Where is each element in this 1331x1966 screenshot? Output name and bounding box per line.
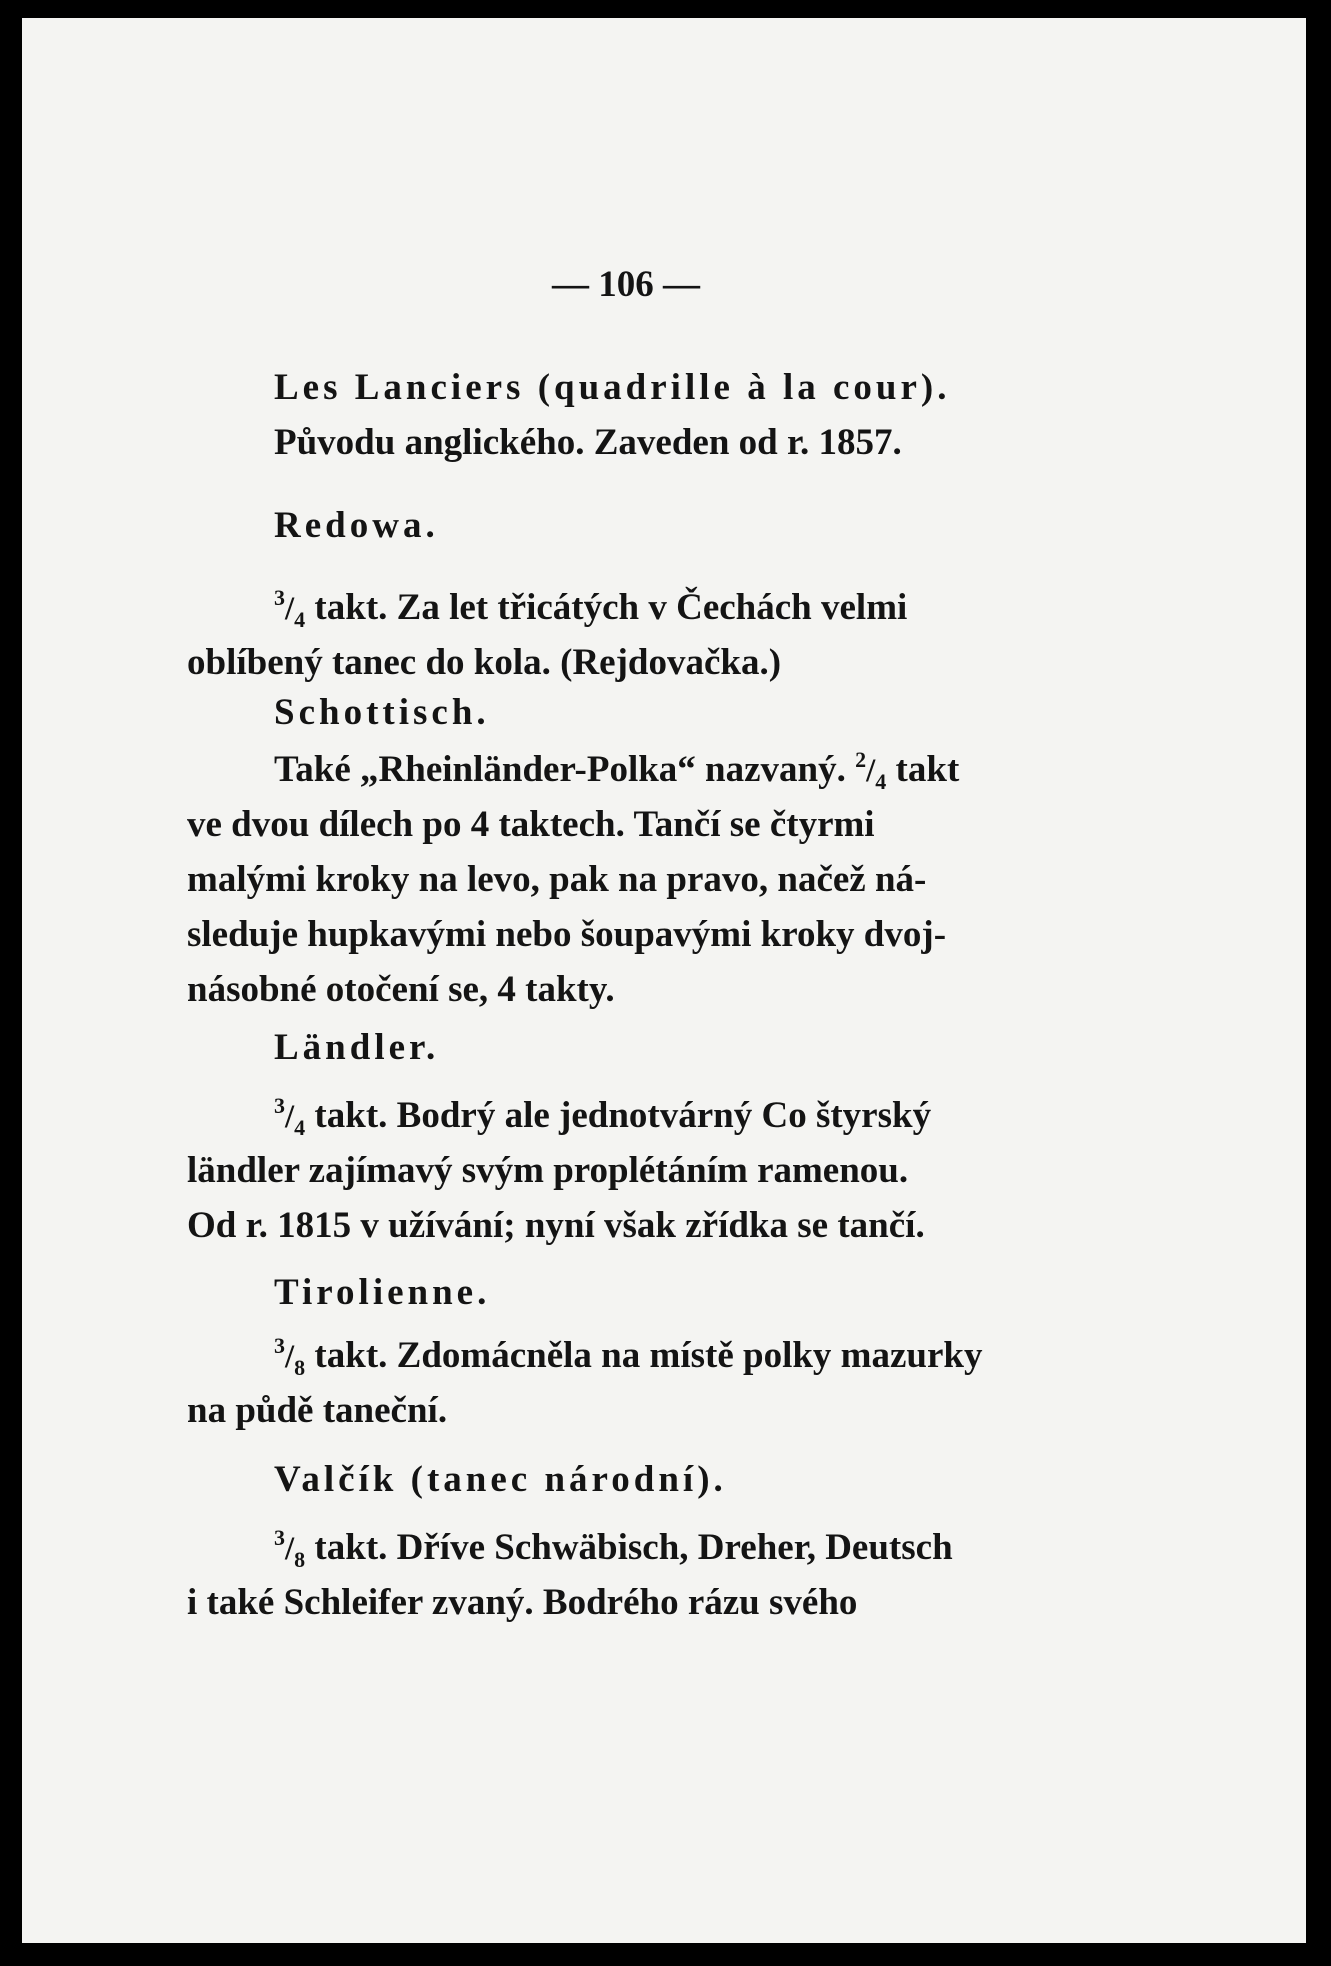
text-line: násobné otočení se, 4 takty. xyxy=(187,969,615,1010)
text-line: $^3/_4$ takt. Bodrý ale jednotvárný Co štyrský xyxy=(274,1093,932,1140)
heading-schottisch: Schottisch. xyxy=(274,692,490,733)
text-line: sleduje hupkavými nebo šoupavými kroky dvoj- xyxy=(187,914,947,955)
text-line: malými kroky na levo, pak na pravo, načež ná- xyxy=(187,859,927,900)
page-number: — 106 — xyxy=(552,264,700,305)
heading-valcik: Valčík (tanec národní). xyxy=(274,1459,727,1500)
heading-landler: Ländler. xyxy=(274,1027,440,1068)
text-line: Také „Rheinländer-Polka“ nazvaný. $^2/_4$ takt xyxy=(274,747,960,794)
text-line: ve dvou dílech po 4 taktech. Tančí se čtyrmi xyxy=(187,804,875,845)
text-line: oblíbený tanec do kola. (Rejdovačka.) xyxy=(187,642,782,683)
text-line: $^3/_4$ takt. Za let třicátých v Čechách velmi xyxy=(274,585,908,632)
text-line: $^3/_8$ takt. Dříve Schwäbisch, Dreher, Deutsch xyxy=(274,1525,953,1572)
fraction: $^3/_4$ xyxy=(274,585,306,632)
text-line: ländler zajímavý svým proplétáním ramenou. xyxy=(187,1150,909,1191)
heading-tirolienne: Tirolienne. xyxy=(274,1272,491,1313)
fraction: $^2/_4$ xyxy=(855,747,887,794)
text-line: Od r. 1815 v užívání; nyní však zřídka se tančí. xyxy=(187,1205,925,1246)
text-line: Původu anglického. Zaveden od r. 1857. xyxy=(274,422,902,463)
fraction: $^3/_8$ xyxy=(274,1525,306,1572)
heading-redowa: Redowa. xyxy=(274,505,439,546)
fraction: $^3/_8$ xyxy=(274,1333,306,1380)
fraction: $^3/_4$ xyxy=(274,1093,306,1140)
text-line: na půdě taneční. xyxy=(187,1390,448,1431)
book-page xyxy=(22,18,1306,1943)
text-line: i také Schleifer zvaný. Bodrého rázu svého xyxy=(187,1582,858,1623)
heading-les-lanciers: Les Lanciers (quadrille à la cour). xyxy=(274,367,951,408)
text-line: $^3/_8$ takt. Zdomácněla na místě polky mazurky xyxy=(274,1333,983,1380)
